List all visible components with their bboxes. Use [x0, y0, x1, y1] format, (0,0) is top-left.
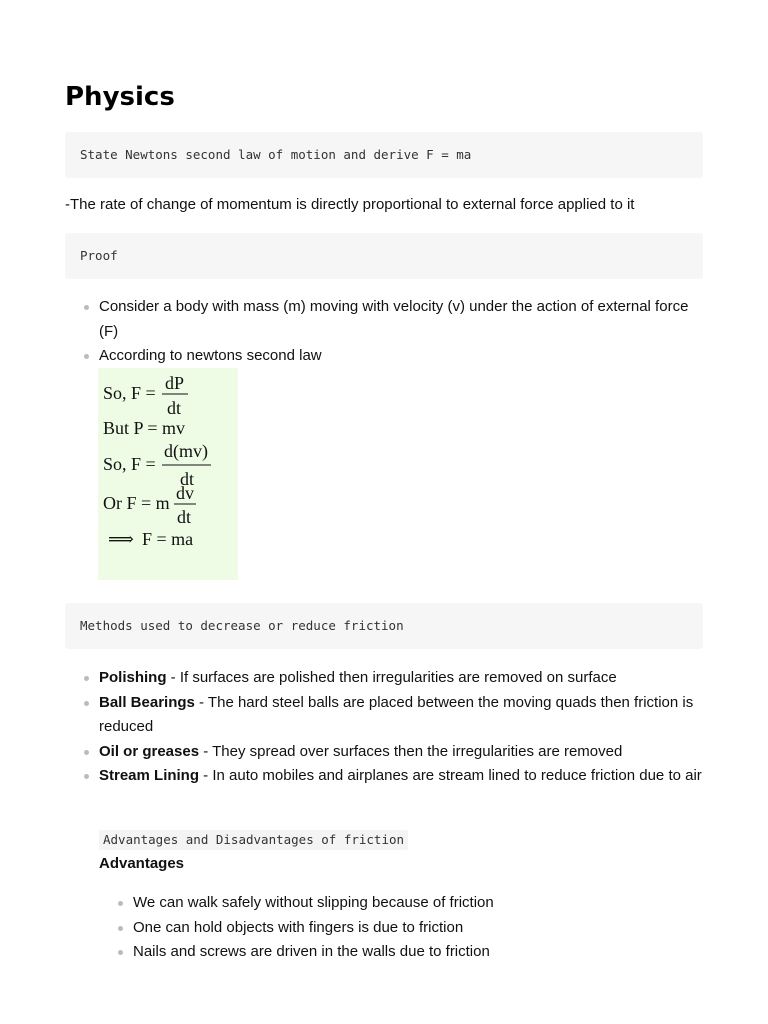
method-desc: - In auto mobiles and airplanes are stream lined to reduce friction due to air	[199, 767, 702, 784]
formula-line1-lhs: So, F =	[103, 383, 156, 403]
question-code-block: State Newtons second law of motion and derive F = ma	[65, 132, 703, 178]
list-item	[65, 691, 705, 740]
formula-line2: But P = mv	[103, 418, 186, 438]
list-item	[99, 916, 699, 941]
formula-line1-num: dP	[165, 373, 185, 393]
method-term: Ball Bearings	[99, 693, 195, 711]
formula-line3-den: dt	[180, 469, 195, 489]
method-desc: - The hard steel balls are placed between the moving quads then friction is reduced	[99, 693, 694, 735]
list-item	[65, 295, 705, 344]
implies-arrow: ⟹	[108, 529, 134, 549]
advantages-list	[99, 891, 699, 965]
definition-text: -The rate of change of momentum is directly proportional to external force applied to it	[65, 196, 635, 213]
method-term: Stream Lining	[99, 767, 200, 784]
formula-line4-den: dt	[177, 507, 192, 527]
formula-line3-lhs: So, F =	[103, 454, 156, 474]
list-item	[99, 940, 699, 965]
list-item	[99, 891, 699, 916]
method-term: Polishing	[99, 669, 167, 686]
methods-code-block: Methods used to decrease or reduce friction	[65, 603, 703, 649]
friction-inline-code: Advantages and Disadvantages of friction	[99, 830, 408, 850]
formula-line3-num: d(mv)	[164, 441, 208, 461]
page-title: Physics	[65, 82, 175, 112]
list-item-text: Consider a body with mass (m) moving with velocity (v) under the action of external force (F)	[99, 298, 689, 340]
method-term: Oil or greases	[99, 742, 200, 760]
list-item	[65, 764, 705, 789]
list-item-text: One can hold objects with fingers is due to friction	[133, 918, 464, 936]
list-item-text: We can walk safely without slipping because of friction	[133, 894, 494, 911]
method-desc: - If surfaces are polished then irregularities are removed on surface	[166, 669, 617, 686]
list-item	[65, 344, 705, 369]
proof-list	[65, 295, 705, 369]
list-item-text: Nails and screws are driven in the walls due to friction	[133, 943, 490, 960]
list-item-text: According to newtons second law	[99, 347, 322, 364]
formula-image	[98, 368, 238, 580]
methods-list	[65, 666, 705, 789]
formula-line5-rhs: F = ma	[142, 529, 194, 549]
formula-line4-lhs: Or F = m	[103, 493, 170, 513]
formula-line4-num: dv	[176, 483, 194, 503]
list-item	[65, 666, 705, 691]
proof-code-block: Proof	[65, 233, 703, 279]
list-item	[65, 740, 705, 765]
method-desc: - They spread over surfaces then the irregularities are removed	[199, 742, 623, 760]
advantages-heading: Advantages	[99, 855, 185, 872]
formula-line1-den: dt	[167, 398, 182, 418]
